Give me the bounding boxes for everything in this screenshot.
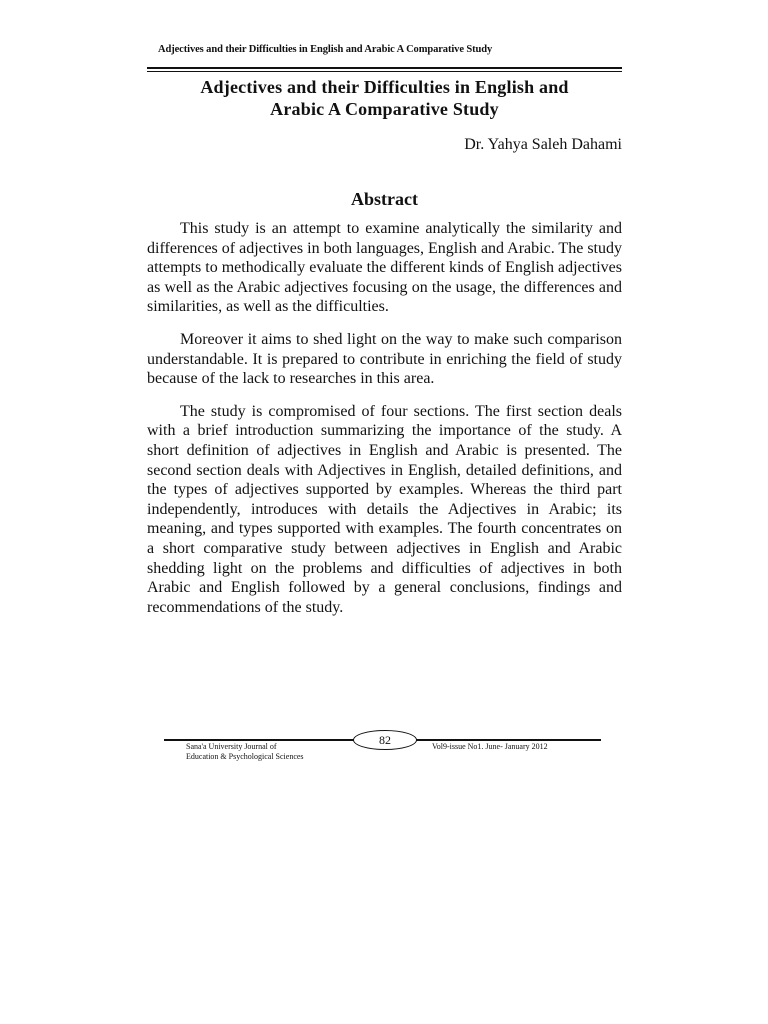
abstract-heading: Abstract bbox=[351, 189, 418, 209]
paper-title-line-1: Adjectives and their Difficulties in English and bbox=[200, 77, 569, 97]
header-rule-thick bbox=[147, 67, 622, 69]
running-header: Adjectives and their Difficulties in English and Arabic A Comparative Study bbox=[158, 44, 493, 55]
footer-journal-line-2: Education & Psychological Sciences bbox=[186, 752, 304, 761]
abstract-paragraph-1: This study is an attempt to examine analytically the similarity and differences of adjectives in both languages, English and Arabic. The study attempts to methodically evaluate the different kinds of English adjectives as well as the Arabic adjectives focusing on the usage, the differences and similarities, as well as the difficulties. bbox=[147, 220, 622, 316]
footer-rule-left bbox=[164, 739, 355, 741]
footer-journal-name bbox=[186, 742, 304, 762]
footer-issue-info: Vol9-issue No1. June- January 2012 bbox=[432, 742, 548, 751]
paper-author: Dr. Yahya Saleh Dahami bbox=[464, 136, 622, 153]
abstract-paragraph-2: Moreover it aims to shed light on the way to make such comparison understandable. It is prepared to contribute in enriching the field of study because of the lack to researches in this area. bbox=[147, 330, 622, 388]
footer-rule-right bbox=[414, 739, 601, 741]
abstract-paragraph-3: The study is compromised of four sections. The first section deals with a brief introduction summarizing the importance of the study. A short definition of adjectives in English and Arabic is presented. The second section deals with Adjectives in English, detailed definitions, and the types of adjectives supported by examples. Whereas the third part independently, introduces with details the Adjectives in Arabic; its meaning, and types supported with examples. The fourth concentrates on a short comparative study between adjectives in English and Arabic shedding light on the problems and difficulties of adjectives in both Arabic and English followed by a general conclusions, findings and recommendations of the study. bbox=[147, 402, 622, 616]
header-rule-thin bbox=[147, 71, 622, 72]
page-number: 82 bbox=[353, 730, 417, 750]
paper-title bbox=[147, 76, 622, 120]
footer-journal-line-1: Sana'a University Journal of bbox=[186, 742, 277, 751]
abstract-body bbox=[147, 219, 622, 630]
paper-title-line-2: Arabic A Comparative Study bbox=[270, 99, 499, 119]
